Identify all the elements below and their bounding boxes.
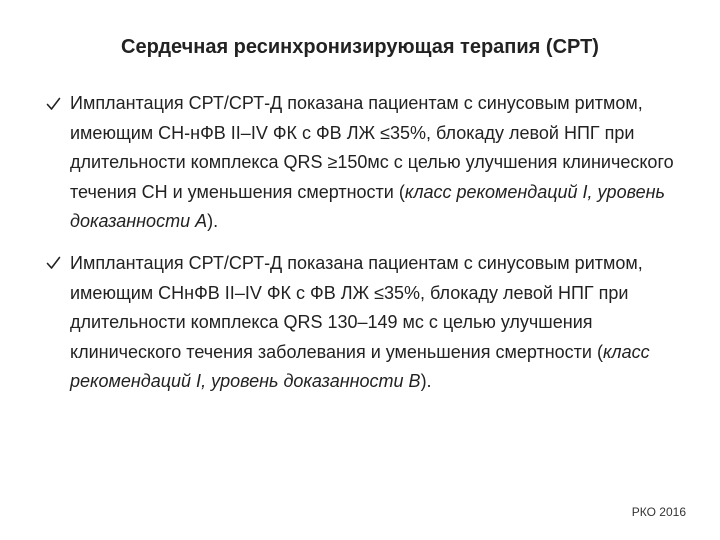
- bullet-list: [46, 89, 686, 409]
- bullet-end: ).: [420, 371, 432, 392]
- footer-source: РКО 2016: [631, 505, 686, 519]
- bullet-italic: класс рекомендаций I, уровень доказанности A: [70, 181, 665, 232]
- bullet-end: ).: [207, 211, 219, 232]
- check-icon: [46, 249, 64, 278]
- check-icon: [46, 89, 64, 118]
- bullet-text: Имплантация СРТ/СРТ-Д показана пациентам с синусовым ритмом, имеющим СНнФВ II–IV ФК с ФВ ЛЖ ≤35%, блокаду левой НПГ при длительности комплекса QRS 130–149 мс с целью улучшения клинического течения заболевания и уменьшения смертности (: [70, 252, 643, 362]
- bullet-item-1: [46, 89, 686, 237]
- bullet-italic: класс рекомендаций I, уровень доказанности B: [70, 341, 650, 392]
- bullet-text: Имплантация СРТ/СРТ-Д показана пациентам с синусовым ритмом, имеющим СН-нФВ II–IV ФК с ФВ ЛЖ ≤35%, блокаду левой НПГ при длительности комплекса QRS ≥150мс с целью улучшения клинического течения СН и уменьшения смертности (: [70, 93, 674, 202]
- slide-title: Сердечная ресинхронизирующая терапия (СРТ): [121, 36, 599, 58]
- bullet-item-2: [46, 249, 686, 397]
